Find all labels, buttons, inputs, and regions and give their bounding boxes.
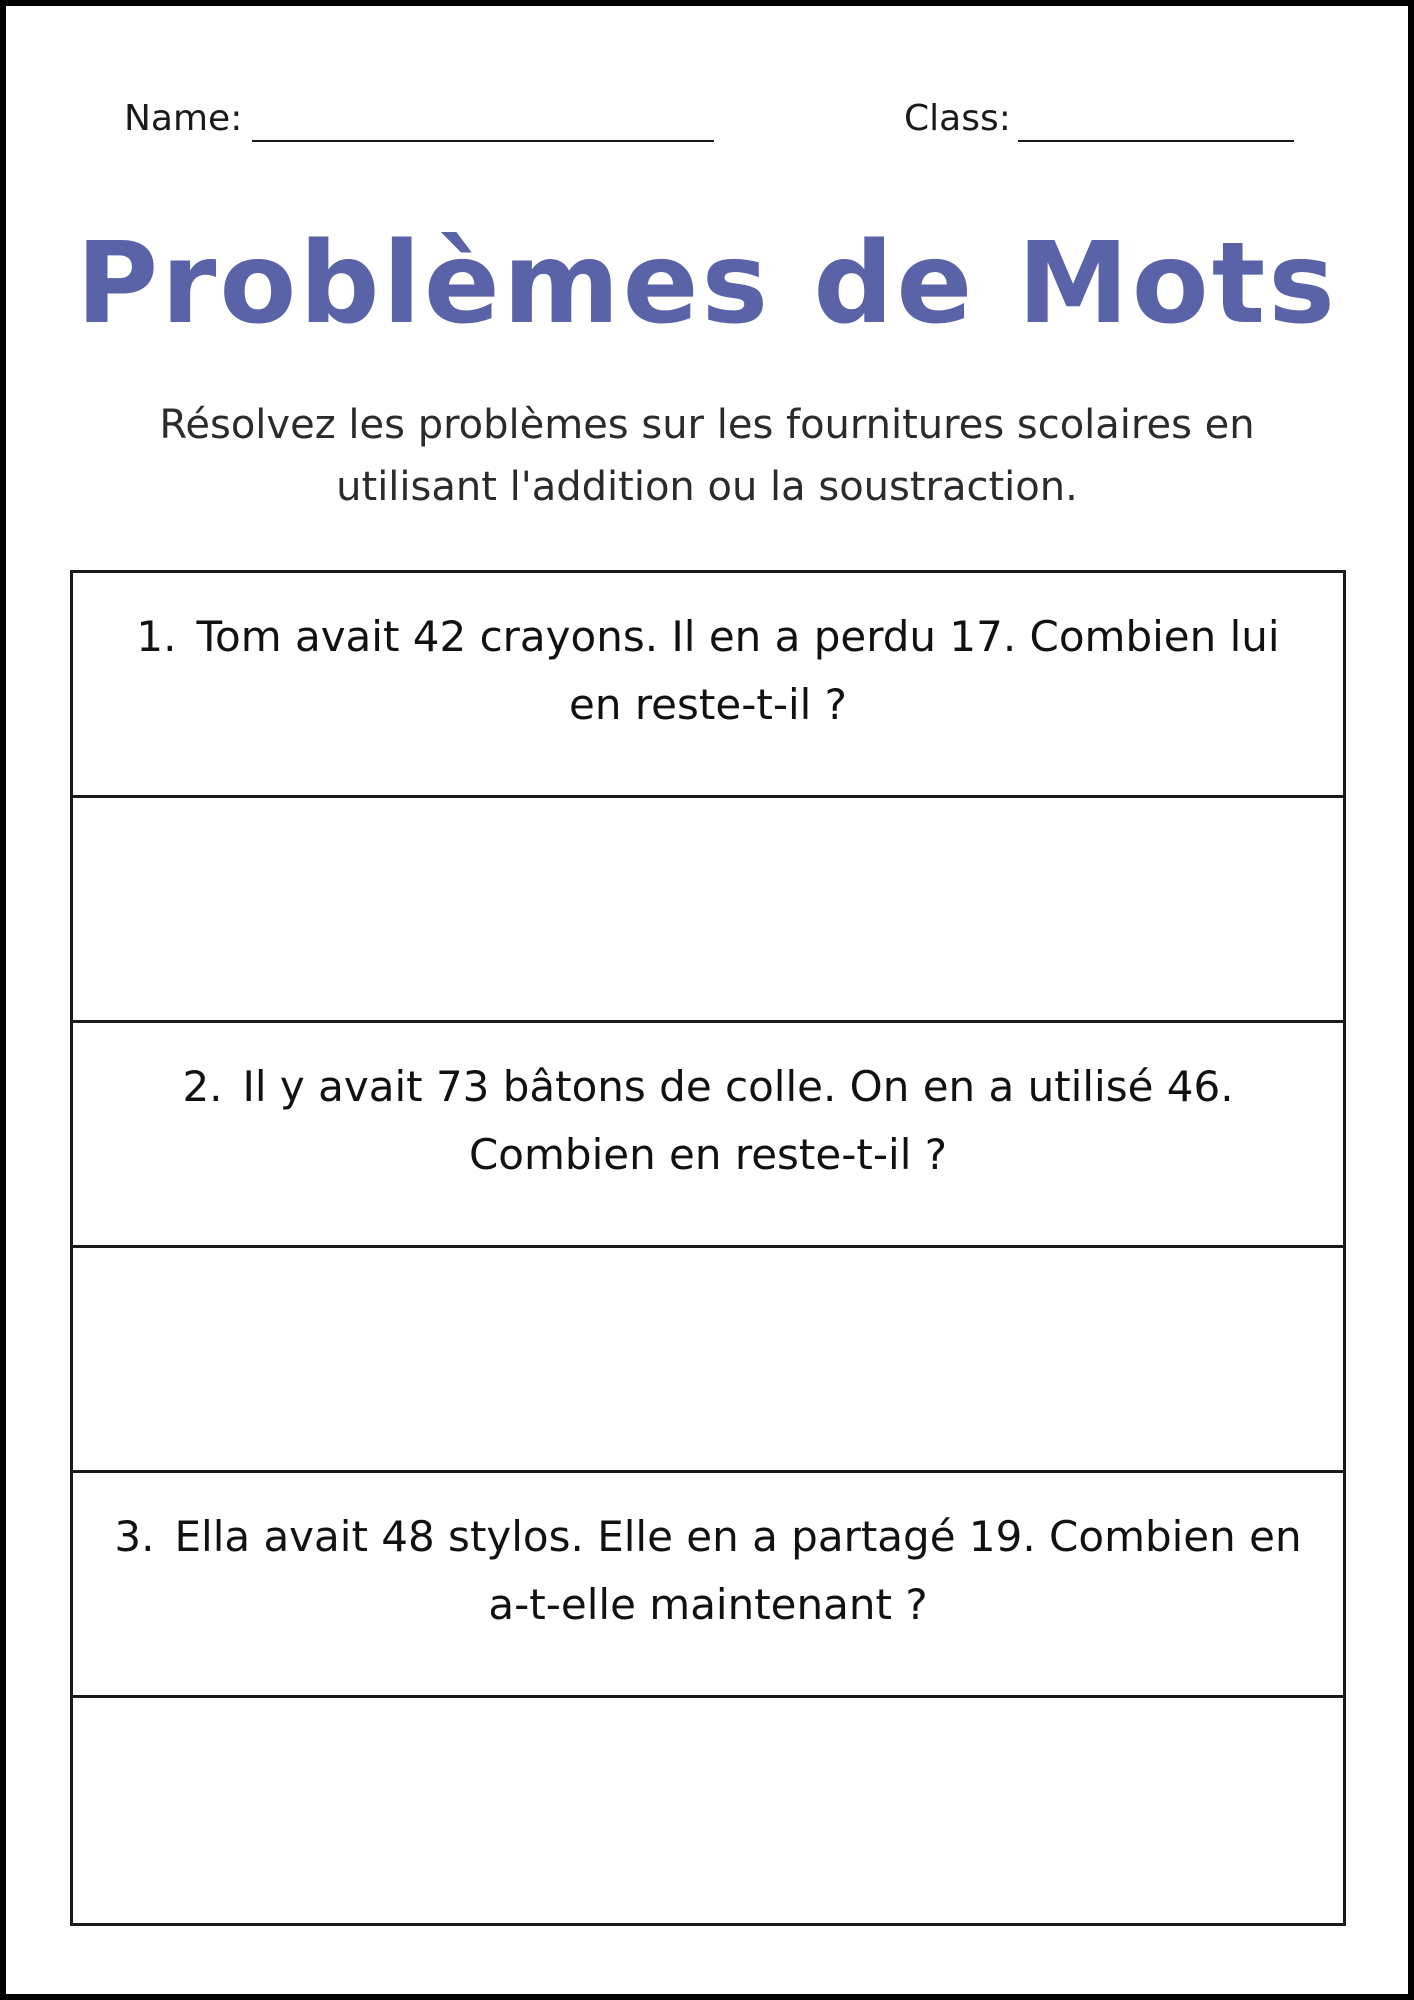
problem-3-number: 3. xyxy=(114,1512,155,1561)
problem-1-number: 1. xyxy=(136,612,177,661)
name-field[interactable] xyxy=(252,140,714,142)
problem-3-text: Ella avait 48 stylos. Elle en a partagé 19. Combien en a-t-elle maintenant ? xyxy=(174,1512,1302,1629)
problem-3-question xyxy=(73,1473,1343,1698)
header-row xyxy=(6,94,1408,144)
instructions-text: Résolvez les problèmes sur les fournitures scolaires en utilisant l'addition ou la soustraction. xyxy=(159,402,1255,510)
problem-3-answer-area[interactable] xyxy=(73,1698,1343,1923)
name-label: Name: xyxy=(124,98,243,139)
problem-1-answer-area[interactable] xyxy=(73,798,1343,1023)
problems-table xyxy=(70,570,1346,1926)
problem-2-answer-area[interactable] xyxy=(73,1248,1343,1473)
class-field[interactable] xyxy=(1018,140,1294,142)
class-label: Class: xyxy=(904,98,1011,139)
problem-1-question xyxy=(73,573,1343,798)
problem-1-text: Tom avait 42 crayons. Il en a perdu 17. Combien lui en reste-t-il ? xyxy=(196,612,1280,729)
page-title: Problèmes de Mots xyxy=(76,219,1338,349)
problem-2-number: 2. xyxy=(182,1062,223,1111)
problem-2-text: Il y avait 73 bâtons de colle. On en a utilisé 46. Combien en reste-t-il ? xyxy=(242,1062,1234,1179)
problem-2-question xyxy=(73,1023,1343,1248)
